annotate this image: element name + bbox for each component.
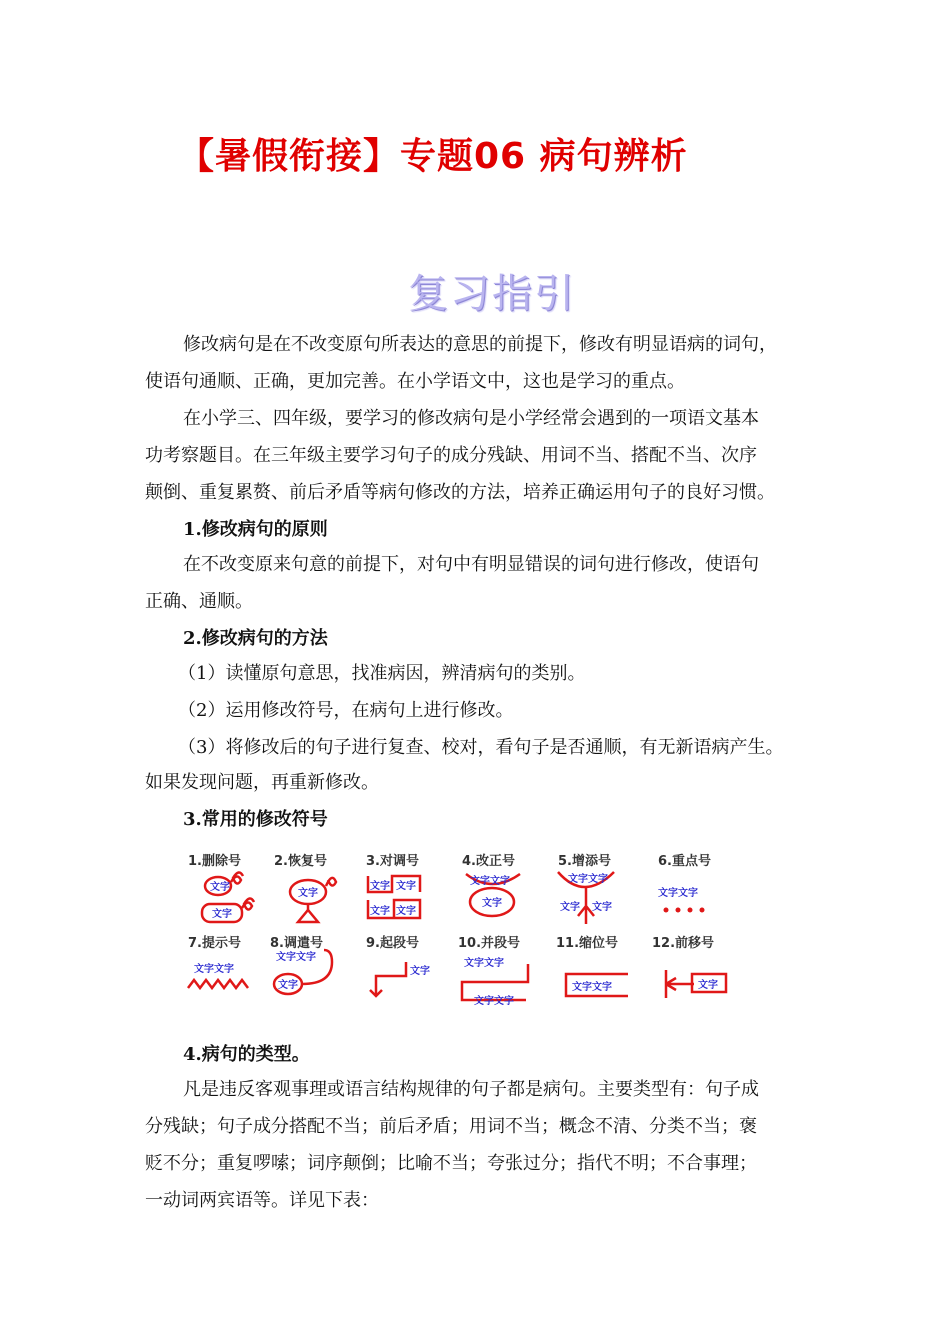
- symbol-label-indent: 11.缩位号: [556, 936, 619, 951]
- emphasis-dot: [676, 908, 681, 913]
- symbol-label-hint: 7.提示号: [188, 936, 241, 951]
- insert-symbol-text-right: 文字: [592, 902, 612, 913]
- symbol-label-merge-paragraph: 10.并段号: [458, 936, 521, 951]
- symbol-label-delete: 1.删除号: [188, 854, 241, 869]
- swap-symbol-text-3: 文字: [370, 906, 390, 917]
- restore-symbol-loop: [326, 878, 336, 886]
- intro-paragraph-1-line-2: 使语句通顺、正确，更加完善。在小学语文中，这也是学习的重点。: [145, 371, 685, 392]
- hint-symbol-text: 文字文字: [194, 964, 234, 975]
- delete-symbol-loop: [231, 872, 243, 883]
- intro-paragraph-2-line-1: 在小学三、四年级，要学习的修改病句是小学经常会遇到的一项语文基本: [183, 408, 759, 429]
- emphasis-symbol-text: 文字文字: [658, 888, 698, 899]
- correct-symbol-text-top: 文字文字: [470, 876, 510, 887]
- symbol-label-emphasis: 6.重点号: [658, 854, 711, 869]
- section1-line-2: 正确、通顺。: [145, 591, 253, 612]
- guide-heading: 复习指引: [408, 271, 576, 317]
- merge-paragraph-symbol: [462, 964, 528, 1000]
- section4-line-1: 凡是违反客观事理或语言结构规律的句子都是病句。主要类型有：句子成: [183, 1079, 759, 1100]
- intro-paragraph-2-line-2: 功考察题目。在三年级主要学习句子的成分残缺、用词不当、搭配不当、次序: [145, 445, 757, 466]
- symbol-label-move-forward: 12.前移号: [652, 936, 715, 951]
- move-forward-symbol: [666, 970, 694, 998]
- section1-line-1: 在不改变原来句意的前提下，对句中有明显错误的词句进行修改，使语句: [183, 554, 759, 575]
- indent-symbol-text: 文字文字: [572, 982, 612, 993]
- section4-line-2: 分残缺；句子成分搭配不当；前后矛盾；用词不当；概念不清、分类不当；褒: [145, 1116, 757, 1137]
- symbol-label-swap: 3.对调号: [366, 854, 419, 869]
- symbol-label-correct: 4.改正号: [462, 854, 515, 869]
- correction-symbols-figure: [180, 846, 740, 1016]
- correct-symbol-text: 文字: [482, 898, 502, 909]
- swap-symbol-text-2: 文字: [396, 881, 416, 892]
- hint-symbol-zigzag: [188, 980, 248, 988]
- section2-step-1: （1）读懂原句意思，找准病因，辨清病句的类别。: [178, 663, 586, 684]
- insert-symbol-text-left: 文字: [560, 902, 580, 913]
- delete-symbol-text-2: 文字: [212, 909, 232, 920]
- swap-symbol-text-1: 文字: [370, 881, 390, 892]
- section2-step-3-line-1: （3）将修改后的句子进行复查、校对，看句子是否通顺，有无新语病产生。: [178, 737, 784, 758]
- page-title: 【暑假衔接】专题06 病句辨析: [178, 136, 688, 177]
- symbol-drawings: [180, 846, 740, 1016]
- emphasis-dot: [700, 908, 705, 913]
- section3-heading: 3.常用的修改符号: [183, 809, 328, 830]
- section2-heading: 2.修改病句的方法: [183, 628, 328, 649]
- new-paragraph-symbol-text: 文字: [410, 966, 430, 977]
- restore-symbol-text: 文字: [298, 888, 318, 899]
- section4-line-3: 贬不分；重复啰嗦；词序颠倒；比喻不当；夸张过分；指代不明；不合事理；: [145, 1153, 757, 1174]
- intro-paragraph-1-line-1: 修改病句是在不改变原句所表达的意思的前提下，修改有明显语病的词句，: [183, 334, 777, 355]
- merge-symbol-text-bottom: 文字文字: [474, 996, 514, 1007]
- move-symbol-text: 文字: [278, 980, 298, 991]
- symbol-label-insert: 5.增添号: [558, 854, 611, 869]
- emphasis-dot: [688, 908, 693, 913]
- section2-step-3-line-2: 如果发现问题，再重新修改。: [145, 772, 379, 793]
- section4-line-4: 一动词两宾语等。详见下表：: [145, 1190, 379, 1211]
- symbol-label-restore: 2.恢复号: [274, 854, 327, 869]
- symbol-label-move: 8.调遣号: [270, 936, 323, 951]
- move-forward-symbol-text: 文字: [698, 980, 718, 991]
- delete-symbol-text: 文字: [210, 882, 230, 893]
- section1-heading: 1.修改病句的原则: [183, 519, 328, 540]
- move-symbol-text-top: 文字文字: [276, 952, 316, 963]
- section4-heading: 4.病句的类型。: [183, 1044, 310, 1065]
- merge-symbol-text-top: 文字文字: [464, 958, 504, 969]
- swap-symbol-text-4: 文字: [396, 906, 416, 917]
- restore-symbol-triangle: [298, 910, 318, 922]
- emphasis-dot: [664, 908, 669, 913]
- symbol-label-new-paragraph: 9.起段号: [366, 936, 419, 951]
- insert-symbol-text-top: 文字文字: [568, 874, 608, 885]
- intro-paragraph-2-line-3: 颠倒、重复累赘、前后矛盾等病句修改的方法，培养正确运用句子的良好习惯。: [145, 482, 775, 503]
- new-paragraph-symbol: [370, 962, 406, 996]
- section2-step-2: （2）运用修改符号，在病句上进行修改。: [178, 700, 514, 721]
- delete-symbol-loop-2: [242, 898, 254, 909]
